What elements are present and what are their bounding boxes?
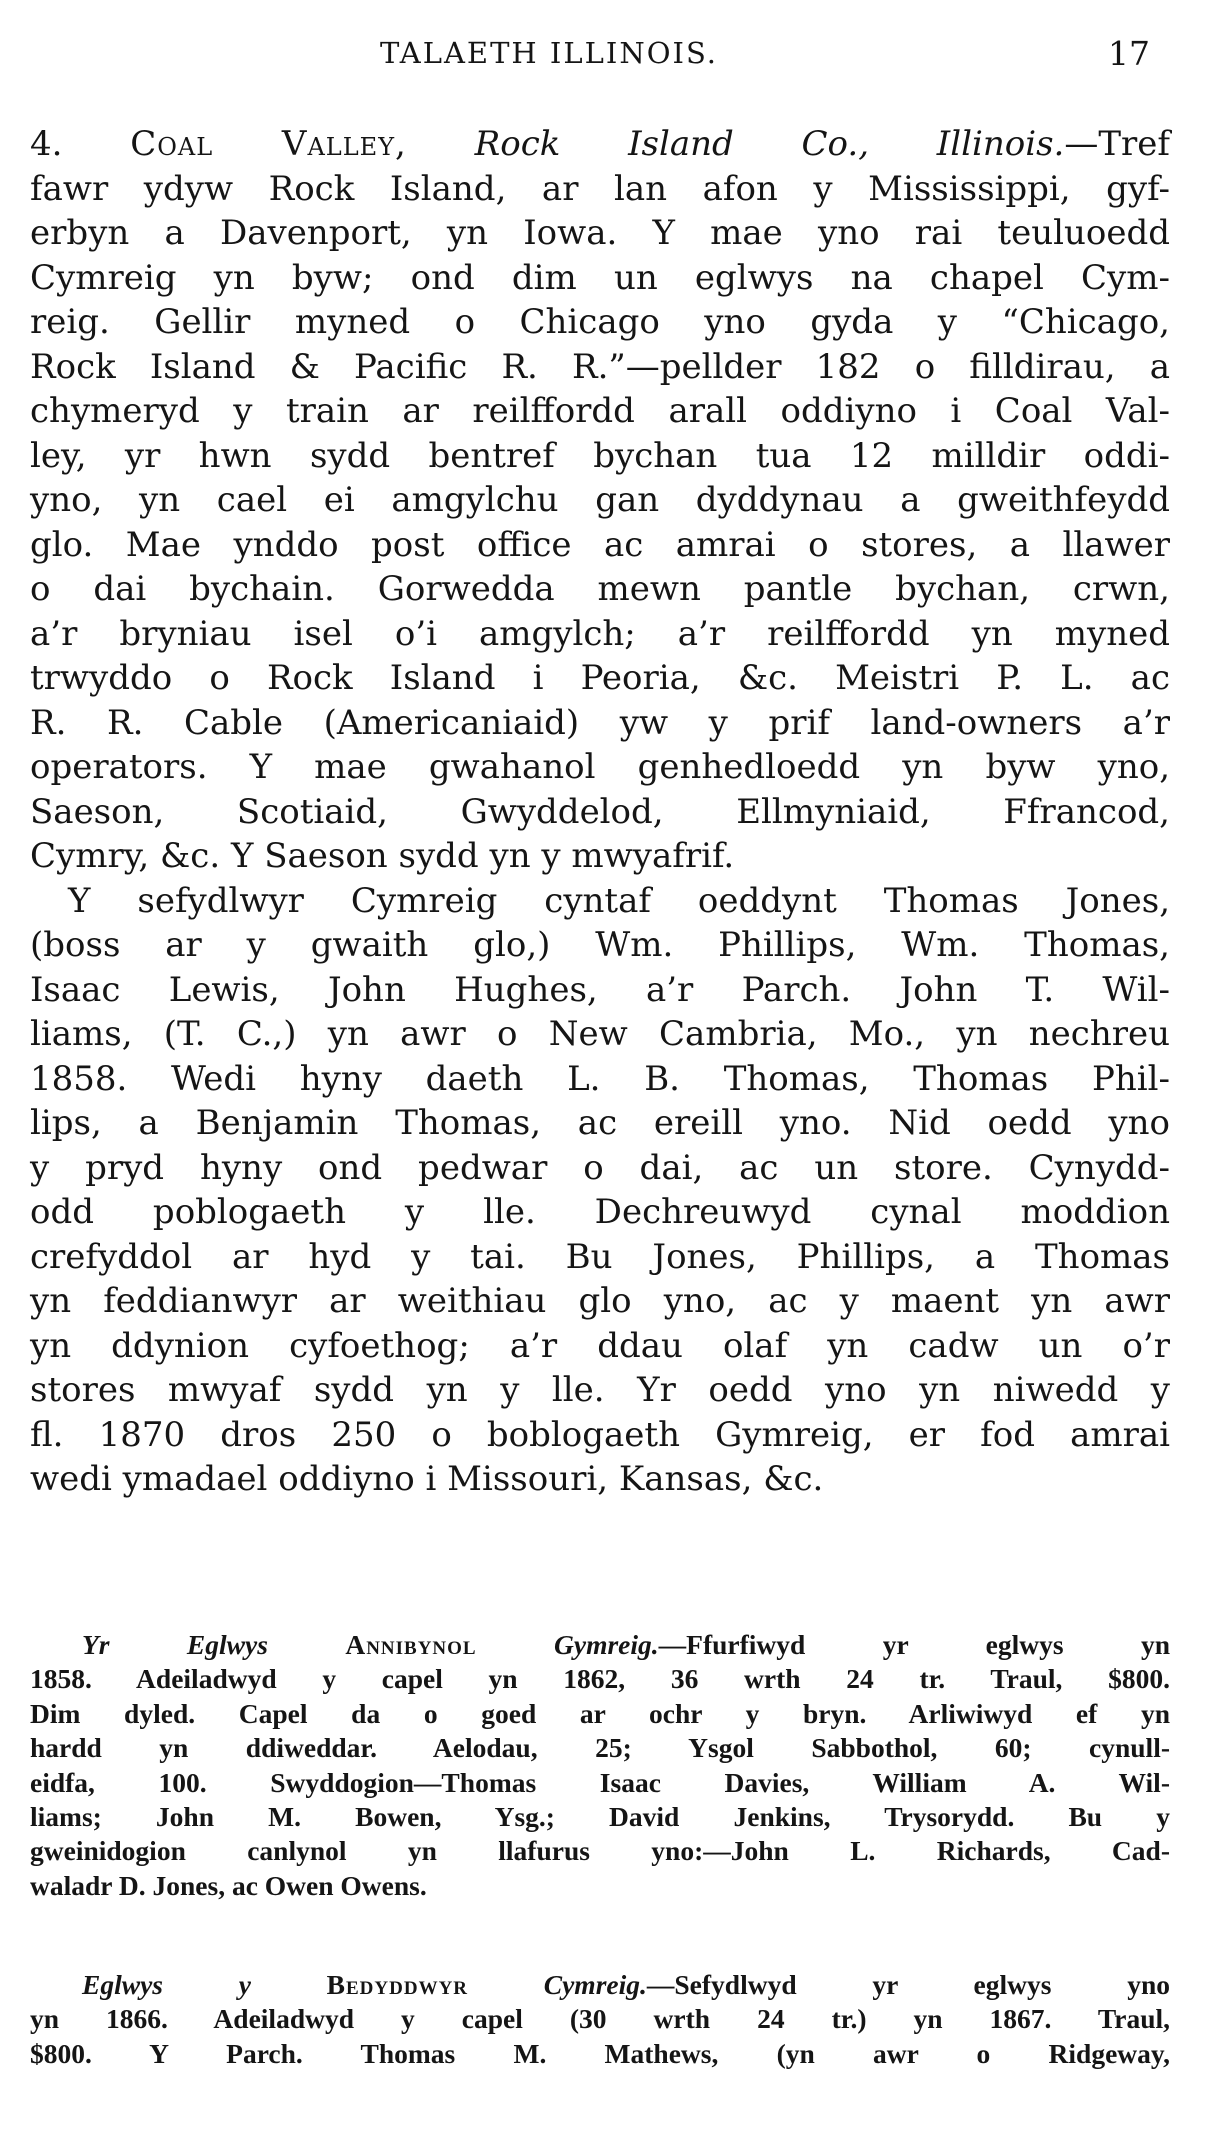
main-line: Saeson, Scotiaid, Gwyddelod, Ellmyniaid, Ffrancod, bbox=[30, 791, 1170, 832]
heading-italic: Gymreig. bbox=[554, 1629, 659, 1660]
heading-italic: Eglwys y bbox=[82, 1969, 251, 2000]
main-line bbox=[30, 122, 1170, 167]
section-line: yn 1866. Adeiladwyd y capel (30 wrth 24 tr.) yn 1867. Traul, bbox=[30, 2003, 1170, 2035]
county-name: Rock Island Co., Illinois. bbox=[474, 124, 1065, 164]
heading-italic: Yr Eglwys bbox=[82, 1629, 268, 1660]
main-line: trwyddo o Rock Island i Peoria, &c. Meistri P. L. ac bbox=[30, 658, 1170, 698]
section-line: 1858. Adeiladwyd y capel yn 1862, 36 wrth 24 tr. Traul, $800. bbox=[30, 1663, 1170, 1695]
entry-number: 4. bbox=[30, 124, 131, 164]
main-line: yno, yn cael ei amgylchu gan dyddynau a gweithfeydd bbox=[30, 480, 1170, 520]
main-line: o dai bychain. Gorwedda mewn pantle bychan, crwn, bbox=[30, 569, 1170, 609]
page-number: 17 bbox=[1108, 34, 1150, 73]
main-line: Y sefydlwyr Cymreig cyntaf oeddynt Thomas Jones, bbox=[68, 880, 1170, 921]
main-line: glo. Mae ynddo post office ac amrai o stores, a llawer bbox=[30, 524, 1170, 565]
main-line: reig. Gellir myned o Chicago yno gyda y “Chicago, bbox=[30, 302, 1170, 342]
section-line: $800. Y Parch. Thomas M. Mathews, (yn awr o Ridgeway, bbox=[30, 2037, 1170, 2069]
main-line: lips, a Benjamin Thomas, ac ereill yno. Nid oedd yno bbox=[30, 1103, 1170, 1143]
heading-rest: —Sefydlwyd yr eglwys yno bbox=[646, 1969, 1170, 2000]
heading-smallcaps: Bedyddwyr bbox=[326, 1969, 469, 2000]
main-line: wedi ymadael oddiyno i Missouri, Kansas, &c. bbox=[30, 1459, 824, 1499]
main-text bbox=[30, 122, 1170, 1502]
main-line: y pryd hyny ond pedwar o dai, ac un store. Cynydd- bbox=[30, 1147, 1170, 1188]
section-baptist-church bbox=[30, 1968, 1170, 2071]
section-line: waladr D. Jones, ac Owen Owens. bbox=[30, 1869, 427, 1901]
heading-italic: Cymreig. bbox=[543, 1969, 647, 2000]
main-line: fl. 1870 dros 250 o boblogaeth Gymreig, er fod amrai bbox=[30, 1414, 1170, 1455]
place-name: Coal Valley, bbox=[130, 124, 407, 164]
main-line: fawr ydyw Rock Island, ar lan afon y Mississippi, gyf- bbox=[30, 168, 1170, 209]
lead-word: —Tref bbox=[1064, 124, 1170, 164]
main-line: operators. Y mae gwahanol genhedloedd yn byw yno, bbox=[30, 747, 1170, 787]
section-line: Dim dyled. Capel da o goed ar ochr y bryn. Arliwiwyd ef yn bbox=[30, 1697, 1170, 1729]
section-heading-line bbox=[30, 1968, 1170, 2002]
main-line: Isaac Lewis, John Hughes, a’r Parch. John T. Wil- bbox=[30, 969, 1170, 1010]
main-line: odd poblogaeth y lle. Dechreuwyd cynal moddion bbox=[30, 1192, 1170, 1232]
main-line: crefyddol ar hyd y tai. Bu Jones, Phillips, a Thomas bbox=[30, 1236, 1170, 1277]
main-line: stores mwyaf sydd yn y lle. Yr oedd yno yn niwedd y bbox=[30, 1370, 1170, 1410]
main-line: liams, (T. C.,) yn awr o New Cambria, Mo., yn nechreu bbox=[30, 1014, 1170, 1054]
section-independent-church bbox=[30, 1628, 1170, 1903]
heading-smallcaps: Annibynol bbox=[345, 1629, 477, 1660]
main-line: chymeryd y train ar reilffordd arall oddiyno i Coal Val- bbox=[30, 391, 1170, 431]
main-line: erbyn a Davenport, yn Iowa. Y mae yno rai teuluoedd bbox=[30, 213, 1170, 253]
main-line: (boss ar y gwaith glo,) Wm. Phillips, Wm. Thomas, bbox=[30, 925, 1170, 965]
running-head-title: TALAETH ILLINOIS. bbox=[380, 36, 719, 70]
main-line: a’r bryniau isel o’i amgylch; a’r reilffordd yn myned bbox=[30, 613, 1170, 654]
main-line: ley, yr hwn sydd bentref bychan tua 12 milldir oddi- bbox=[30, 435, 1170, 476]
main-line: Cymry, &c. Y Saeson sydd yn y mwyafrif. bbox=[30, 836, 735, 876]
heading-rest: —Ffurfiwyd yr eglwys yn bbox=[658, 1629, 1170, 1660]
main-line: yn feddianwyr ar weithiau glo yno, ac y maent yn awr bbox=[30, 1281, 1170, 1321]
main-line: R. R. Cable (Americaniaid) yw y prif land-owners a’r bbox=[30, 702, 1170, 743]
main-line: Rock Island & Pacific R. R.”—pellder 182 o filldirau, a bbox=[30, 346, 1170, 387]
main-line: Cymreig yn byw; ond dim un eglwys na chapel Cym- bbox=[30, 257, 1170, 298]
section-line: hardd yn ddiweddar. Aelodau, 25; Ysgol Sabbothol, 60; cynull- bbox=[30, 1732, 1170, 1764]
main-line: yn ddynion cyfoethog; a’r ddau olaf yn cadw un o’r bbox=[30, 1325, 1170, 1366]
main-line: 1858. Wedi hyny daeth L. B. Thomas, Thomas Phil- bbox=[30, 1058, 1170, 1099]
running-head bbox=[0, 36, 1224, 84]
section-line: eidfa, 100. Swyddogion—Thomas Isaac Davies, William A. Wil- bbox=[30, 1766, 1170, 1798]
section-line: gweinidogion canlynol yn llafurus yno:—John L. Richards, Cad- bbox=[30, 1835, 1170, 1867]
section-line: liams; John M. Bowen, Ysg.; David Jenkins, Trysorydd. Bu y bbox=[30, 1801, 1170, 1833]
section-heading-line bbox=[30, 1628, 1170, 1662]
